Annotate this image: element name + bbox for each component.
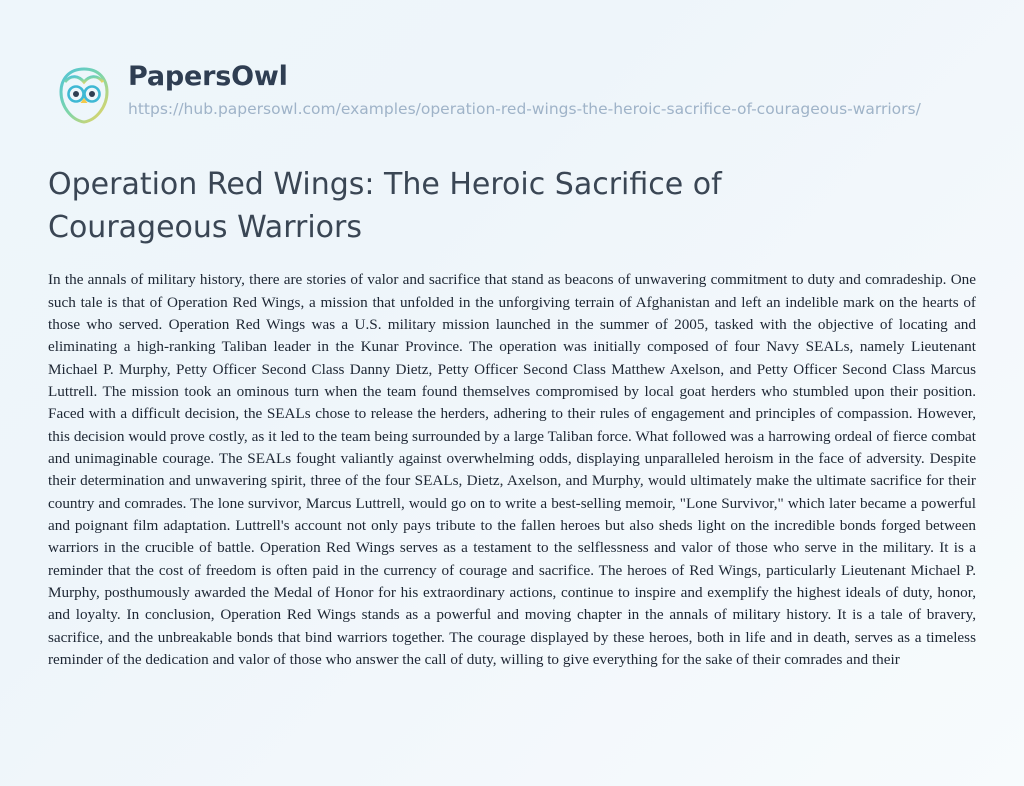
logo-container (48, 62, 120, 126)
brand-name: PapersOwl (128, 61, 288, 92)
site-header (48, 0, 976, 126)
page-title: Operation Red Wings: The Heroic Sacrifice of Courageous Warriors (48, 167, 722, 245)
document-body-text: In the annals of military history, there are stories of valor and sacrifice that stand as beacons of unwavering commitment to duty and comradeship. One such tale is that of Operation Red Wings, a mission that unfolded in the unforgiving terrain of Afghanistan and left an indelible mark on the hearts of those who served. Operation Red Wings was a U.S. military mission launched in the summer of 2005, tasked with the objective of locating and eliminating a high-ranking Taliban leader in the Kunar Province. The operation was initially composed of four Navy SEALs, namely Lieutenant Michael P. Murphy, Petty Officer Second Class Danny Dietz, Petty Officer Second Class Matthew Axelson, and Petty Officer Second Class Marcus Luttrell. The mission took an ominous turn when the team found themselves compromised by local goat herders who stumbled upon their position. Faced with a difficult decision, the SEALs chose to release the herders, adhering to their rules of engagement and principles of compassion. However, this decision would prove costly, as it led to the team being surrounded by a large Taliban force. What followed was a harrowing ordeal of fierce combat and unimaginable courage. The SEALs fought valiantly against overwhelming odds, displaying unparalleled heroism in the face of adversity. Despite their determination and unwavering spirit, three of the four SEALs, Dietz, Axelson, and Murphy, would ultimately make the ultimate sacrifice for their country and comrades. The lone survivor, Marcus Luttrell, would go on to write a best-selling memoir, "Lone Survivor," which later became a powerful and poignant film adaptation. Luttrell's account not only pays tribute to the fallen heroes but also sheds light on the incredible bonds forged between warriors in the crucible of battle. Operation Red Wings serves as a testament to the selflessness and valor of those who serve in the military. It is a reminder that the cost of freedom is often paid in the currency of courage and sacrifice. The heroes of Red Wings, particularly Lieutenant Michael P. Murphy, posthumously awarded the Medal of Honor for his extraordinary actions, continue to inspire and exemplify the highest ideals of duty, honor, and loyalty. In conclusion, Operation Red Wings stands as a powerful and moving chapter in the annals of military history. It is a tale of bravery, sacrifice, and the unbreakable bonds that bind warriors together. The courage displayed by these heroes, both in life and in death, serves as a timeless reminder of the dedication and valor of those who answer the call of duty, willing to give everything for the sake of their comrades and their (48, 271, 976, 669)
brand-block (120, 62, 921, 121)
owl-logo-icon (53, 64, 115, 126)
source-url[interactable]: https://hub.papersowl.com/examples/operation-red-wings-the-heroic-sacrifice-of-courageous-warriors/ (128, 99, 921, 118)
